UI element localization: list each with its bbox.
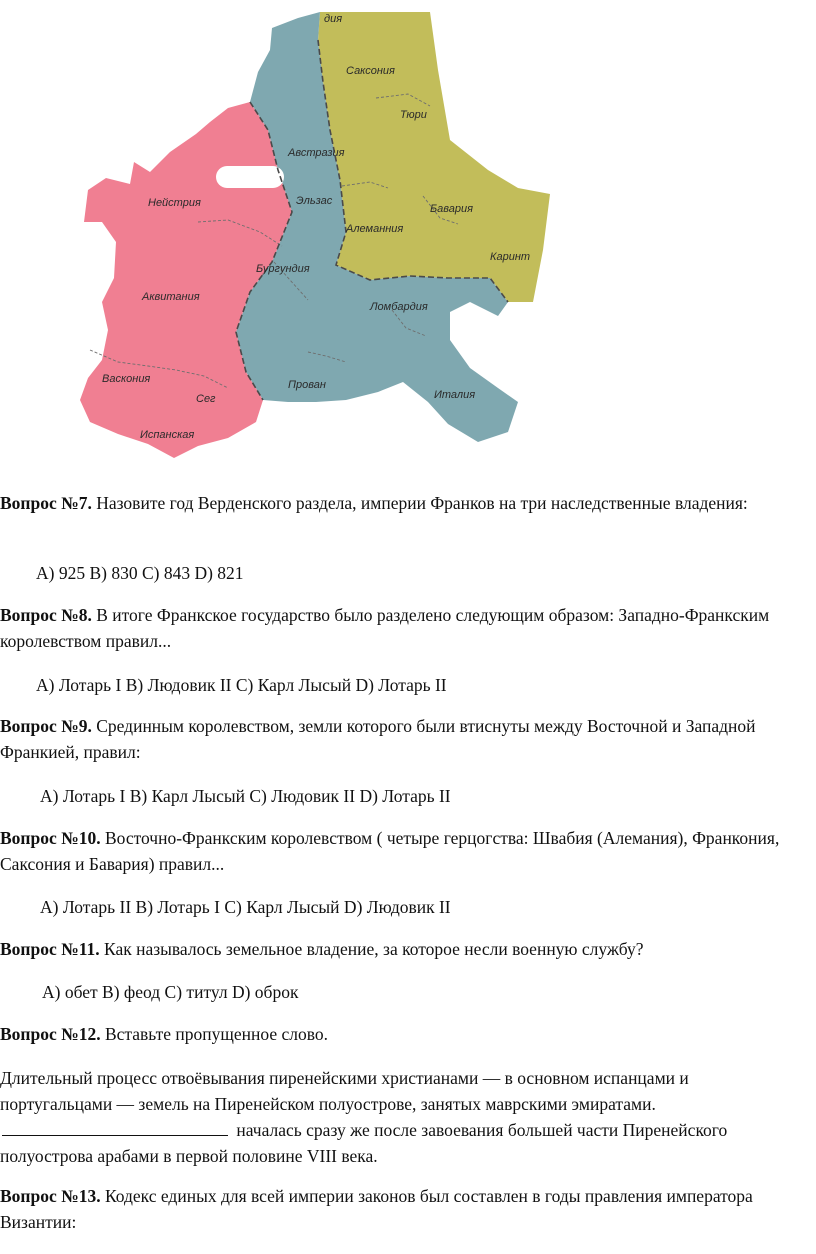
question-number: Вопрос №8. [0, 605, 92, 625]
label-saxony: Саксония [346, 65, 395, 77]
question-9 [0, 713, 800, 765]
question-8 [0, 602, 800, 654]
question-12 [0, 1021, 800, 1047]
question-number: Вопрос №10. [0, 828, 101, 848]
question-10 [0, 825, 800, 877]
label-spanish-march: Испанская [140, 429, 195, 441]
question-text: Назовите год Верденского раздела, империи Франков на три наследственные владения: [91, 493, 748, 513]
label-frisia: дия [324, 13, 343, 25]
question-number: Вопрос №12. [0, 1024, 101, 1044]
label-gascony: Васкония [102, 373, 151, 385]
label-thuringia: Тюри [400, 109, 427, 121]
label-alemannia: Алеманния [346, 223, 404, 235]
paragraph-text-before: Длительный процесс отвоёвывания пиренейскими христианами — в основном испанцами и португальцами — земель на Пиренейском полуострове, занятых маврскими эмиратами. [0, 1068, 689, 1114]
label-lombardy: Ломбардия [370, 301, 428, 313]
question-number: Вопрос №7. [0, 493, 92, 513]
answers-10: A) Лотарь II B) Лотарь I C) Карл Лысый D) Людовик II [40, 897, 451, 917]
question-13 [0, 1183, 800, 1235]
label-carinthia: Каринт [490, 251, 531, 263]
label-austrasia: Австразия [288, 147, 345, 159]
question-text: Как называлось земельное владение, за которое несли военную службу? [99, 939, 644, 959]
question-11 [0, 936, 800, 962]
paragraph-text-after: началась сразу же после завоевания большей части Пиренейского полуострова арабами в первой половине VIII века. [0, 1120, 728, 1166]
question-text: Вставьте пропущенное слово. [100, 1024, 328, 1044]
label-aquitaine: Аквитания [142, 291, 200, 303]
label-provence: Прован [288, 379, 326, 391]
answers-9: A) Лотарь I B) Карл Лысый C) Людовик II D) Лотарь II [40, 786, 451, 806]
answers-11: A) обет B) феод C) титул D) оброк [42, 982, 299, 1002]
label-italy: Италия [434, 389, 476, 401]
question-number: Вопрос №9. [0, 716, 92, 736]
label-neustria: Нейстрия [148, 197, 201, 209]
question-text: В итоге Франкское государство было разделено следующим образом: Западно-Франкским королевством правил... [0, 605, 770, 651]
label-septimania: Сег [196, 393, 216, 405]
label-burgundy: Бургундия [256, 263, 310, 275]
question-7 [0, 490, 800, 516]
answers-7: A) 925 B) 830 C) 843 D) 821 [36, 563, 244, 583]
question-text: Срединным королевством, земли которого были втиснуты между Восточной и Западной Франкией, правил: [0, 716, 756, 762]
question-12-paragraph [0, 1065, 770, 1169]
question-text: Кодекс единых для всей империи законов был составлен в годы правления императора Византии: [0, 1186, 753, 1232]
label-alsace: Эльзас [296, 195, 333, 207]
question-text: Восточно-Франкским королевством ( четыре герцогства: Швабия (Алемания), Франкония, Саксония и Бавария) правил... [0, 828, 780, 874]
label-bavaria: Бавария [430, 203, 474, 215]
question-number: Вопрос №13. [0, 1186, 101, 1206]
fill-in-blank[interactable] [2, 1117, 228, 1136]
question-number: Вопрос №11. [0, 939, 100, 959]
frankish-empire-map [78, 10, 558, 462]
answers-8: A) Лотарь I B) Людовик II C) Карл Лысый D) Лотарь II [36, 675, 447, 695]
